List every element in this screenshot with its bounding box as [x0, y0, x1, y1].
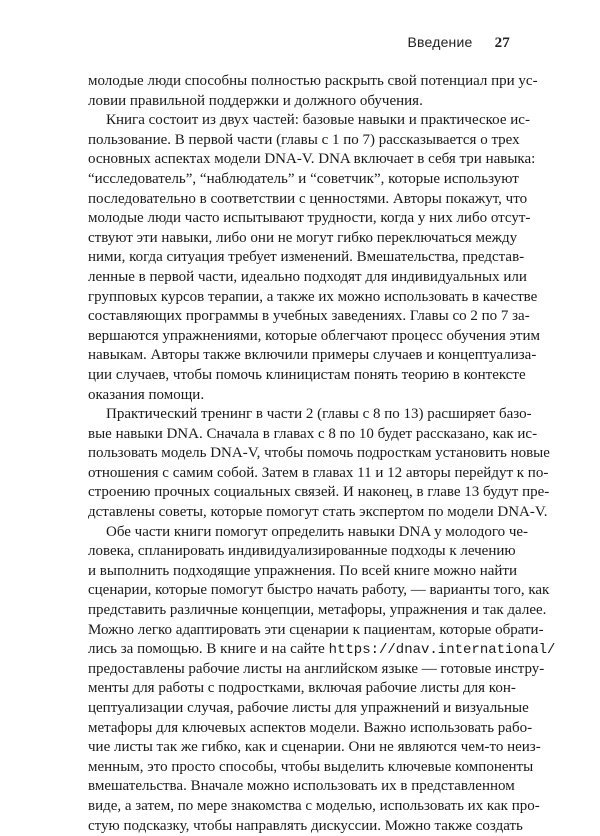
text-line: вершаются упражнениями, которые облегчают процесс обучения этим: [88, 327, 540, 344]
text-line: метафоры для ключевых аспектов модели. Важно использовать рабо-: [88, 719, 533, 736]
text-line: основных аспектах модели DNA-V. DNA включает в себя три навыка:: [88, 151, 536, 168]
text-line: “исследователь”, “наблюдатель” и “советчик”, которые используют: [88, 170, 519, 187]
text-line: отношения с самим собой. Затем в главах 11 и 12 авторы перейдут к по-: [88, 464, 549, 481]
body-text: [88, 72, 556, 836]
text-line: вые навыки DNA. Сначала в главах с 8 по 10 будет рассказано, как ис-: [88, 425, 538, 442]
text-line: Можно легко адаптировать эти сценарии к пациентам, которые обрати-: [88, 621, 544, 638]
text-line: пользовать модель DNA-V, чтобы помочь подросткам установить новые: [88, 445, 550, 462]
text-line: ции случаев, чтобы помочь клиницистам понять теорию в контексте: [88, 366, 526, 383]
text-line: цептуализации случая, рабочие листы для упражнений и визуальные: [88, 700, 529, 716]
text-line: пользование. В первой части (главы с 1 по 7) рассказывается о трех: [88, 131, 520, 148]
text-line-with-url: [88, 640, 556, 660]
text-line: молодые люди способны полностью раскрыть свой потенциал при ус-: [88, 73, 538, 89]
text-line: Книга состоит из двух частей: базовые навыки и практическое ис-: [106, 112, 530, 129]
text-line: и выполнить подходящие упражнения. По всей книге можно найти: [88, 562, 517, 579]
text-line: сценарии, которые помогут быстро начать работу, — варианты того, как: [88, 582, 550, 599]
text-line: дставлены советы, которые помогут стать экспертом по модели DNA-V.: [88, 504, 548, 521]
text-line: групповых курсов терапии, а также их можно использовать в качестве: [88, 288, 538, 305]
text-line: предоставлены рабочие листы на английском языке — готовые инстру-: [88, 660, 545, 677]
text-line: менным, это просто способы, чтобы выделить ключевые компоненты: [88, 758, 534, 775]
text-line: оказания помощи.: [88, 386, 205, 403]
text-line: строению прочных социальных связей. И наконец, в главе 13 будут пре-: [88, 484, 550, 501]
text-line: ленные в первой части, идеально подходят для индивидуальных или: [88, 268, 527, 285]
page-number: 27: [494, 35, 510, 51]
text-line: представить различные концепции, метафоры, упражнения и так далее.: [88, 602, 547, 619]
text-line: чие листы так же гибко, как и сценарии. Они не являются чем-то неиз-: [88, 739, 541, 756]
text-fragment: лись за помощью. В книге и на сайте: [88, 641, 325, 658]
text-line: виде, а затем, по мере знакомства с моделью, использовать их как про-: [88, 797, 540, 814]
text-line: навыкам. Авторы также включили примеры случаев и концептуализа-: [88, 347, 537, 364]
text-line: ствуют эти навыки, либо они не могут гибко переключаться между: [88, 229, 518, 246]
text-line: Обе части книги помогут определить навыки DNA у молодого че-: [106, 523, 529, 540]
text-line: стую подсказку, чтобы направлять дискуссии. Можно также создать: [88, 817, 523, 834]
website-url: https://dnav.international/: [328, 642, 556, 659]
running-header: [408, 34, 511, 52]
text-line: Практический тренинг в части 2 (главы с 8 по 13) расширяет базо-: [106, 406, 532, 423]
text-line: ловека, спланировать индивидуализированные подходы к лечению: [88, 543, 516, 560]
text-line: менты для работы с подростками, включая рабочие листы для кон-: [88, 680, 516, 697]
text-line: вмешательства. Вначале можно использовать их в представленном: [88, 778, 515, 795]
text-line: молодые люди часто испытывают трудности, когда у них либо отсут-: [88, 210, 531, 227]
section-title: Введение: [407, 34, 473, 50]
text-line: составляющих программы в учебных заведениях. Главы со 2 по 7 за-: [88, 308, 530, 325]
text-line: последовательно в соответствии с ценностями. Авторы покажут, что: [88, 190, 528, 207]
text-line: ними, когда ситуация требует изменений. Вмешательства, представ-: [88, 249, 525, 266]
text-line: ловии правильной поддержки и должного обучения.: [88, 92, 423, 109]
